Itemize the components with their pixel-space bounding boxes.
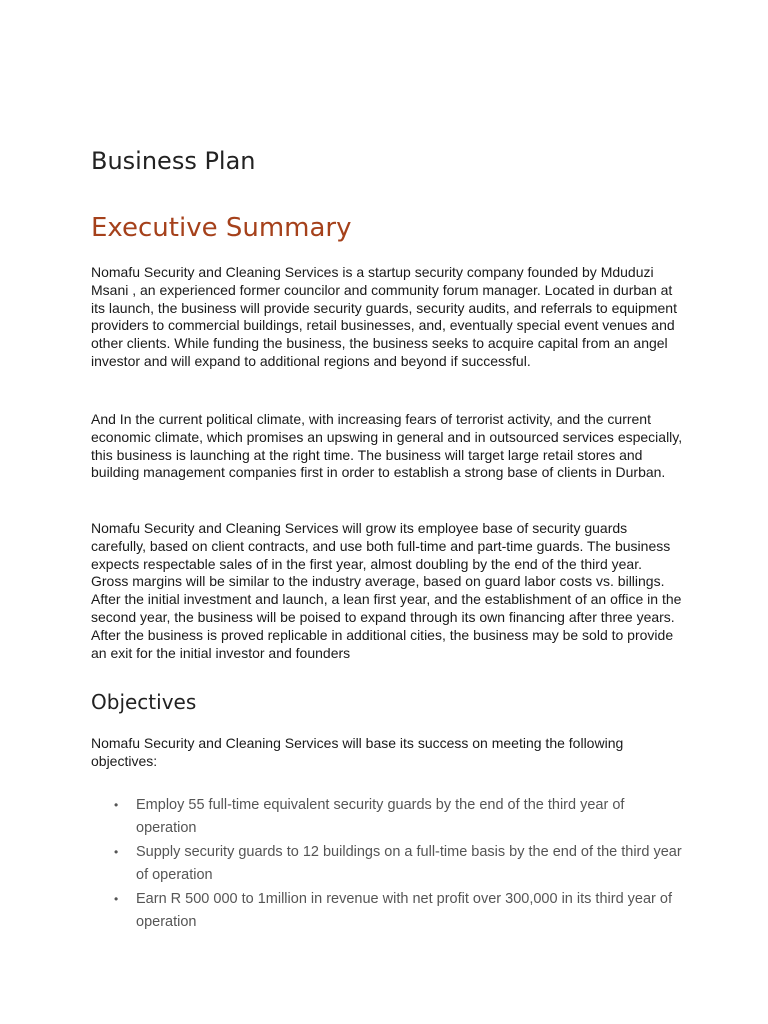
bullet-icon: • — [114, 798, 119, 812]
executive-summary-heading: Executive Summary — [91, 213, 352, 243]
objective-text: Employ 55 full-time equivalent security guards by the end of the third year of operation — [136, 797, 625, 836]
summary-paragraph-3: Nomafu Security and Cleaning Services will grow its employee base of security guards carefully, based on client contracts, and use both full-time and part-time guards. The business expects respectable sales of in the first year, almost doubling by the end of the third year. Gross margins will be similar to the industry average, based on guard labor costs vs. billings. After the initial investment and launch, a lean first year, and the establishment of an office in the second year, the business will be poised to expand through its own financing after three years. After the business is proved replicable in additional cities, the business may be sold to provide an exit for the initial investor and founders — [91, 520, 682, 661]
list-item — [91, 794, 683, 840]
objectives-list — [91, 794, 683, 935]
bullet-icon: • — [114, 892, 119, 906]
objectives-heading: Objectives — [91, 690, 197, 714]
summary-paragraph-1: Nomafu Security and Cleaning Services is a startup security company founded by Mduduzi Msani , an experienced former councilor and community forum manager. Located in durban at its launch, the business will provide security guards, security audits, and referrals to equipment providers to commercial buildings, retail businesses, and, eventually special event venues and other clients. While funding the business, the business seeks to acquire capital from an angel investor and will expand to additional regions and beyond if successful. — [91, 264, 677, 369]
objective-text: Supply security guards to 12 buildings on a full-time basis by the end of the third year of operation — [136, 844, 682, 883]
document-title: Business Plan — [91, 147, 256, 175]
bullet-icon: • — [114, 845, 119, 859]
objectives-intro: Nomafu Security and Cleaning Services will base its success on meeting the following objectives: — [91, 735, 624, 769]
summary-paragraph-2: And In the current political climate, with increasing fears of terrorist activity, and the current economic climate, which promises an upswing in general and in outsourced services especially, this business is launching at the right time. The business will target large retail stores and building management companies first in order to establish a strong base of clients in Durban. — [91, 411, 683, 481]
objective-text: Earn R 500 000 to 1million in revenue with net profit over 300,000 in its third year of operation — [136, 891, 672, 930]
list-item — [91, 888, 683, 934]
list-item — [91, 841, 683, 887]
